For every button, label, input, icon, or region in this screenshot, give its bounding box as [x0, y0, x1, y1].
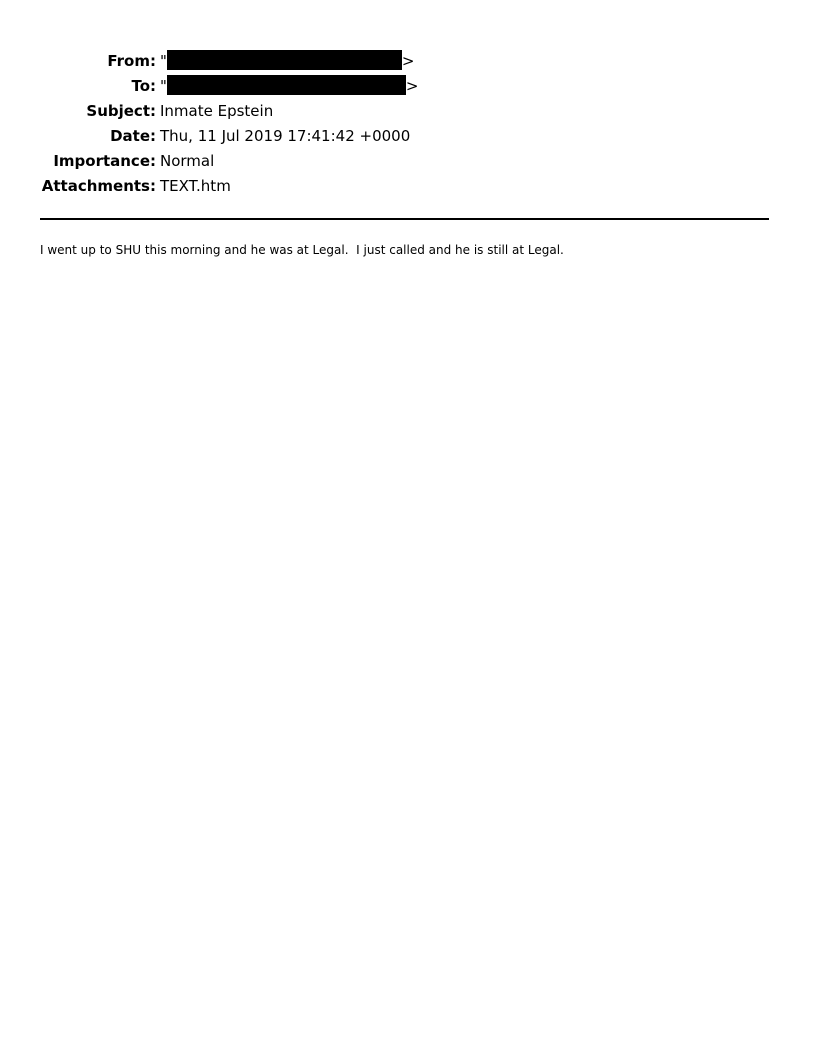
to-prefix: "	[160, 77, 167, 95]
date-label: Date:	[110, 127, 156, 145]
to-value	[160, 74, 418, 99]
to-redaction	[167, 75, 406, 95]
attachments-value: TEXT.htm	[160, 177, 231, 195]
importance-label: Importance:	[53, 152, 156, 170]
to-label: To:	[131, 77, 156, 95]
to-row	[0, 74, 816, 99]
date-row	[0, 124, 816, 149]
header-divider	[40, 218, 769, 220]
importance-value: Normal	[160, 152, 215, 170]
subject-label: Subject:	[86, 102, 156, 120]
date-value: Thu, 11 Jul 2019 17:41:42 +0000	[160, 127, 411, 145]
from-redaction	[167, 50, 402, 70]
importance-row	[0, 149, 816, 174]
from-row	[0, 49, 816, 74]
email-body: I went up to SHU this morning and he was at Legal. I just called and he is still at Legal.	[40, 243, 564, 257]
attachments-label: Attachments:	[41, 177, 156, 195]
from-prefix: "	[160, 52, 167, 70]
email-header	[0, 49, 816, 199]
to-suffix: >	[405, 77, 419, 95]
subject-value: Inmate Epstein	[160, 102, 274, 120]
subject-row	[0, 99, 816, 124]
from-suffix: >	[401, 52, 415, 70]
from-label: From:	[107, 52, 156, 70]
attachments-row	[0, 174, 816, 199]
from-value	[160, 49, 414, 74]
